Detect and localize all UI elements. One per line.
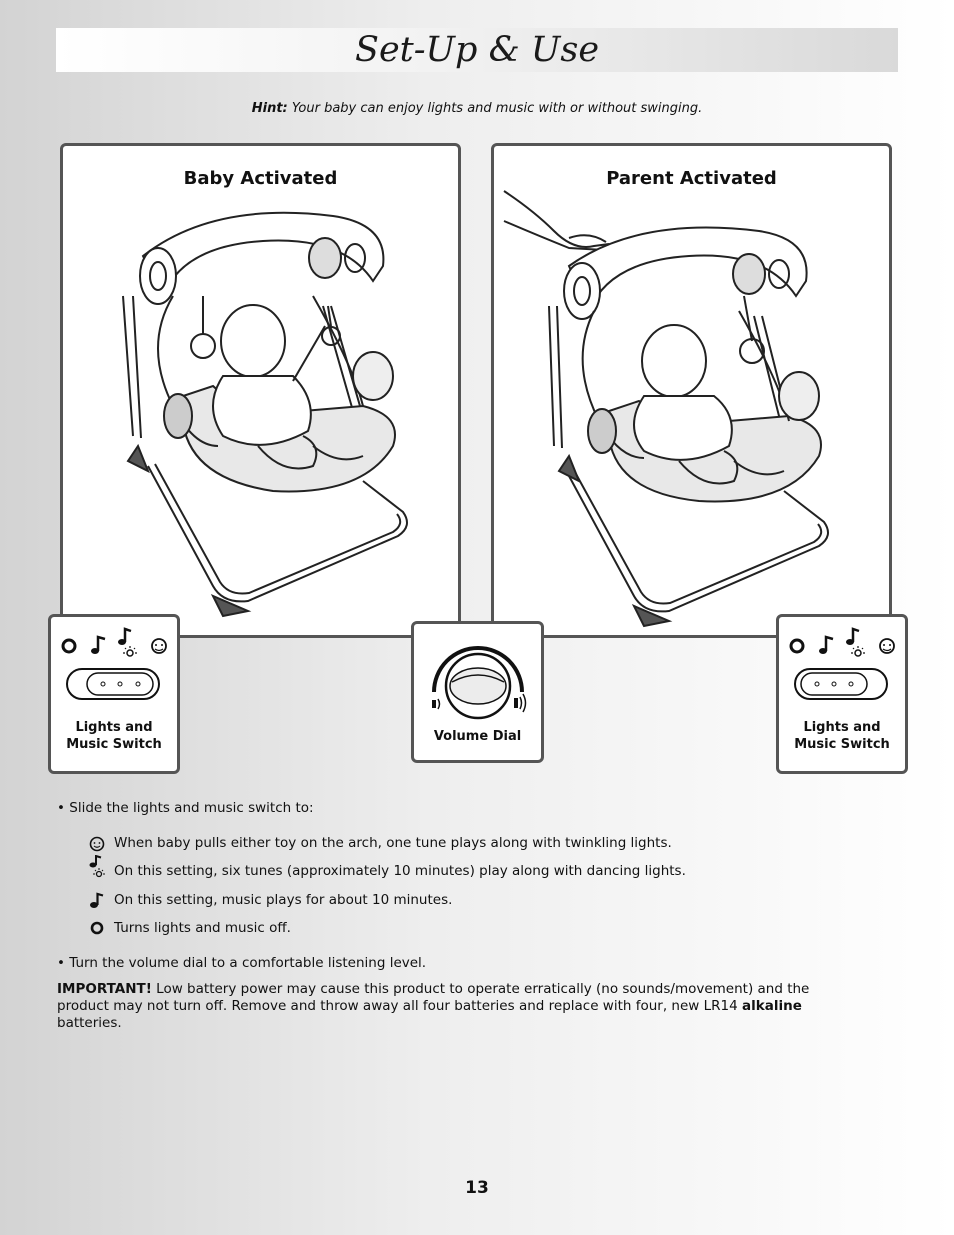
volume-dial-label: Volume Dial [433, 729, 522, 744]
switch-slider[interactable] [801, 673, 867, 695]
switch-slider[interactable] [87, 673, 153, 695]
baby-face-icon [880, 639, 894, 653]
left-lights-music-switch-box [48, 614, 180, 774]
setting-off-text: Turns lights and music off. [114, 920, 291, 936]
parent-activated-panel [491, 143, 892, 638]
right-switch-diagram [779, 617, 905, 717]
baby-activated-heading: Baby Activated [183, 168, 338, 189]
volume-dial-diagram [414, 624, 541, 724]
baby-face-icon [152, 639, 166, 653]
baby-face-icon [89, 835, 107, 853]
left-switch-diagram [51, 617, 177, 717]
volume-high-icon [514, 694, 526, 712]
important-bold-word: alkaline [742, 998, 802, 1014]
left-switch-label-line2: Music Switch [66, 737, 162, 752]
page-title: Set-Up & Use [354, 30, 600, 70]
music-light-icon [846, 629, 865, 656]
right-switch-label-line1: Lights and [803, 720, 881, 735]
hint-line [0, 101, 954, 116]
parent-activated-heading: Parent Activated [606, 168, 777, 189]
music-note-icon [91, 637, 105, 654]
music-note-icon [89, 892, 107, 910]
slide-intro-text: • Slide the lights and music switch to: [57, 800, 314, 816]
parent-swing-illustration [494, 146, 889, 635]
music-light-icon [118, 629, 137, 656]
important-text-after: batteries. [57, 1015, 122, 1031]
left-switch-label [51, 719, 177, 753]
setting-music-only-text: On this setting, music plays for about 10 minutes. [114, 892, 453, 908]
setting-music-lights-text: On this setting, six tunes (approximately 10 minutes) play along with dancing lights. [114, 863, 686, 879]
hint-text: Your baby can enjoy lights and music with or without swinging. [287, 101, 703, 116]
off-circle-icon [791, 640, 803, 652]
volume-instruction-text: • Turn the volume dial to a comfortable listening level. [57, 955, 427, 971]
important-label: IMPORTANT! [57, 981, 152, 997]
music-note-icon [819, 637, 833, 654]
baby-activated-panel [60, 143, 461, 638]
off-circle-icon [63, 640, 75, 652]
hint-label: Hint: [251, 101, 288, 116]
important-text-before: Low battery power may cause this product to operate erratically (no sounds/movement) and the product may not turn off. Remove and throw away all four batteries and replace with four, new LR14 [57, 981, 810, 1014]
baby-swing-illustration [63, 146, 458, 635]
right-switch-label-line2: Music Switch [794, 737, 890, 752]
volume-dial-box [411, 621, 544, 763]
music-light-icon [89, 855, 111, 881]
right-lights-music-switch-box [776, 614, 908, 774]
page-number: 13 [465, 1178, 489, 1198]
left-switch-label-line1: Lights and [75, 720, 153, 735]
off-circle-icon [89, 920, 107, 938]
important-note [57, 981, 857, 1032]
volume-low-icon [432, 699, 440, 709]
setting-baby-activated-text: When baby pulls either toy on the arch, one tune plays along with twinkling lights. [114, 835, 672, 851]
title-band [56, 28, 898, 72]
right-switch-label [779, 719, 905, 753]
